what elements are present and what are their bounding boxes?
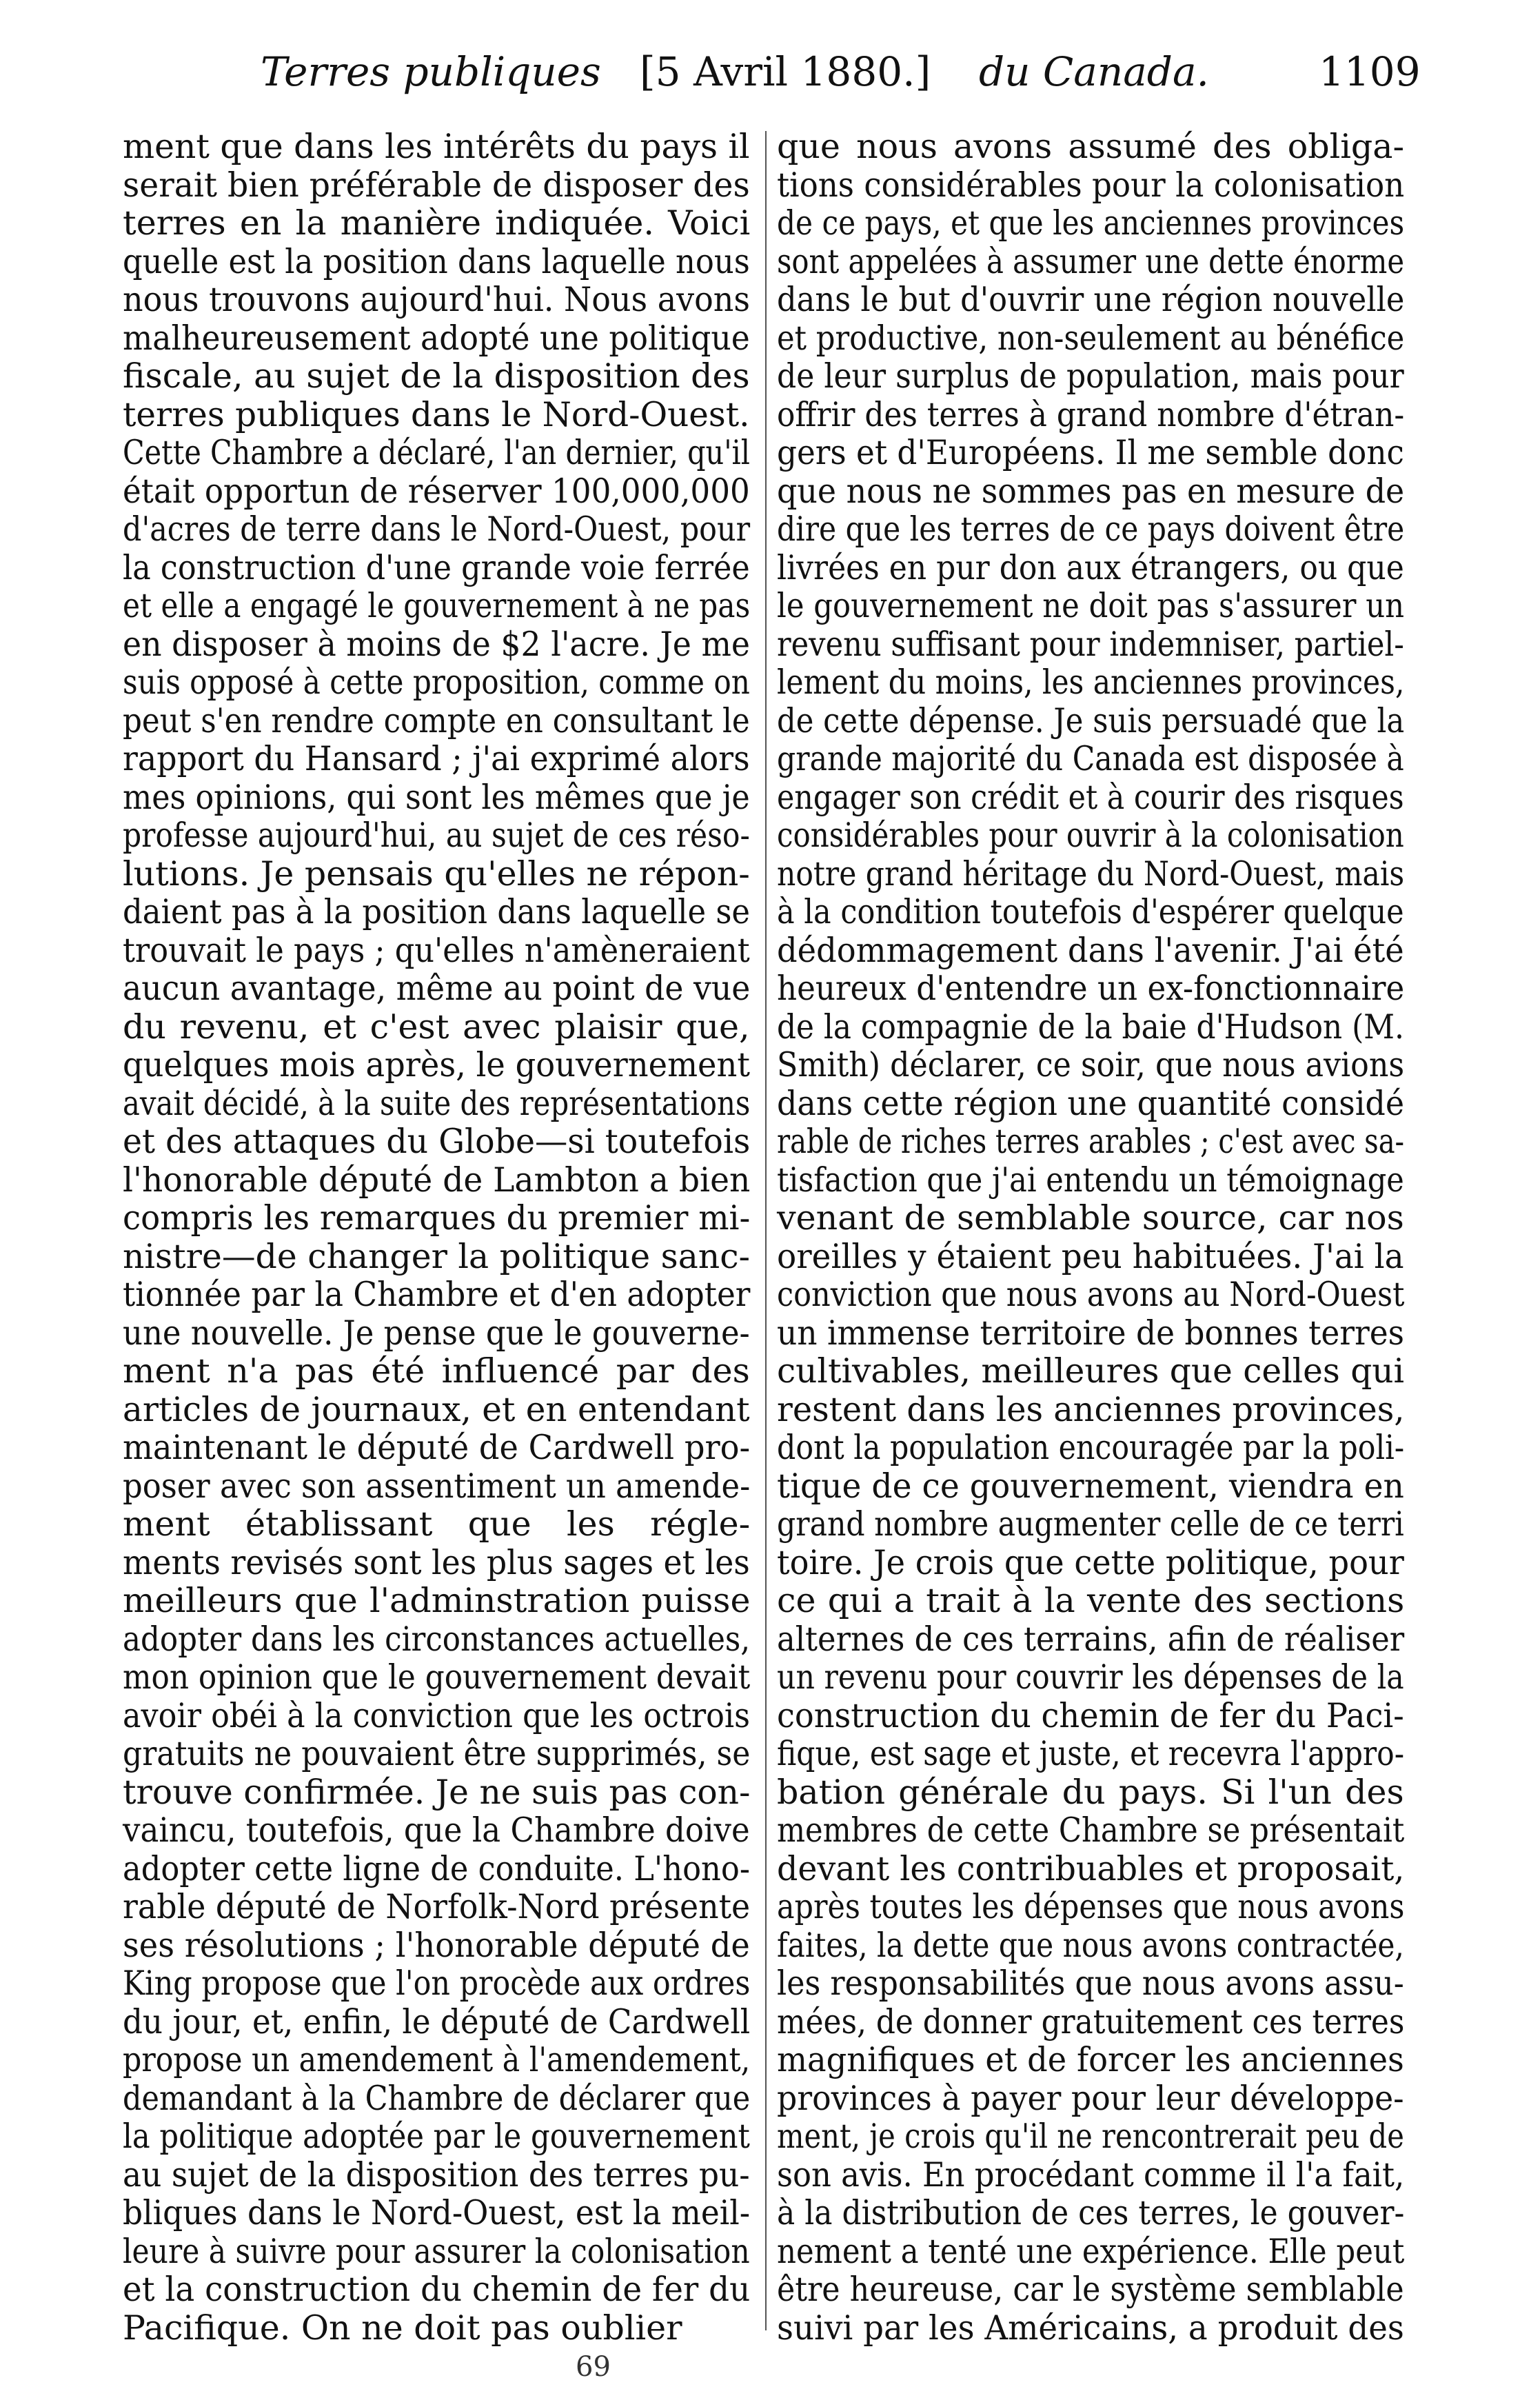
- signature-mark: 69: [576, 2351, 611, 2383]
- text-line: considérables pour ouvrir à la colonisation: [777, 816, 1404, 855]
- text-line: en disposer à moins de $2 l'acre. Je me: [123, 624, 750, 664]
- running-head-right: du Canada.: [979, 48, 1209, 95]
- page-header: [0, 48, 1540, 103]
- text-line: provinces à payer pour leur développe-: [777, 2078, 1404, 2118]
- text-line: mes opinions, qui sont les mêmes que je: [123, 777, 750, 817]
- text-line: mon opinion que le gouvernement devait: [123, 1657, 751, 1697]
- text-line: son avis. En procédant comme il l'a fait,: [777, 2155, 1405, 2195]
- running-head-left: Terres publiques: [261, 48, 601, 95]
- text-line: avoir obéi à la conviction que les octrois: [123, 1695, 750, 1735]
- page-number: 1109: [1319, 48, 1421, 95]
- text-line: du revenu, et c'est avec plaisir que,: [123, 1007, 750, 1047]
- text-line: Cette Chambre a déclaré, l'an dernier, qu'il: [123, 433, 751, 472]
- text-line: dans le but d'ouvrir une région nouvelle: [777, 280, 1405, 319]
- text-line: du jour, et, enfin, le député de Cardwell: [123, 2002, 751, 2042]
- text-line: notre grand héritage du Nord-Ouest, mais: [777, 854, 1405, 894]
- text-line: mées, de donner gratuitement ces terres: [777, 2002, 1405, 2042]
- text-line: être heureuse, car le système semblable: [777, 2270, 1404, 2309]
- text-line: que nous ne sommes pas en mesure de: [777, 471, 1405, 511]
- text-line: que nous avons assumé des obliga-: [777, 127, 1405, 166]
- text-line: tisfaction que j'ai entendu un témoignage: [777, 1160, 1404, 1200]
- text-line: avait décidé, à la suite des représentations: [123, 1083, 751, 1123]
- text-line: ment que dans les intérêts du pays il: [123, 127, 750, 166]
- text-line: ment n'a pas été influencé par des: [123, 1351, 750, 1391]
- text-line: faites, la dette que nous avons contractée,: [777, 1925, 1404, 1965]
- text-line: quelle est la position dans laquelle nous: [123, 241, 750, 281]
- text-line: ment, je crois qu'il ne rencontrerait peu de: [777, 2117, 1404, 2156]
- text-line: adopter dans les circonstances actuelles,: [123, 1619, 751, 1659]
- text-line: offrir des terres à grand nombre d'étran-: [777, 394, 1405, 434]
- text-line: bation générale du pays. Si l'un des: [777, 1772, 1404, 1812]
- text-line: la politique adoptée par le gouvernement: [123, 2117, 750, 2156]
- text-line: l'honorable député de Lambton a bien: [123, 1160, 751, 1200]
- text-line: était opportun de réserver 100,000,000: [123, 471, 750, 511]
- text-line: magnifiques et de forcer les anciennes: [777, 2040, 1404, 2079]
- text-line: ses résolutions ; l'honorable député de: [123, 1925, 750, 1965]
- text-line: alternes de ces terrains, afin de réaliser: [777, 1619, 1405, 1659]
- text-line: dédommagement dans l'avenir. J'ai été: [777, 930, 1404, 970]
- text-line: la construction d'une grande voie ferrée: [123, 547, 750, 587]
- text-line: restent dans les anciennes provinces,: [777, 1389, 1405, 1429]
- text-line: dans cette région une quantité considé: [777, 1083, 1405, 1123]
- text-line: serait bien préférable de disposer des: [123, 165, 750, 205]
- text-line: le gouvernement ne doit pas s'assurer un: [777, 586, 1405, 625]
- text-line: lutions. Je pensais qu'elles ne répon-: [123, 854, 750, 894]
- column-divider: [765, 131, 767, 2330]
- text-line: lement du moins, les anciennes provinces,: [777, 663, 1405, 702]
- text-line: toire. Je crois que cette politique, pour: [777, 1542, 1404, 1582]
- text-line: et elle a engagé le gouvernement à ne pas: [123, 586, 751, 625]
- text-line: daient pas à la position dans laquelle se: [123, 892, 751, 931]
- text-line: grande majorité du Canada est disposée à: [777, 739, 1404, 778]
- text-line: nistre—de changer la politique sanc-: [123, 1236, 751, 1276]
- text-line: King propose que l'on procède aux ordres: [123, 1964, 751, 2003]
- left-text-column: [123, 127, 751, 2348]
- text-line: grand nombre augmenter celle de ce terri: [777, 1504, 1404, 1544]
- text-line: tique de ce gouvernement, viendra en: [777, 1466, 1404, 1506]
- text-line: Smith) déclarer, ce soir, que nous avions: [777, 1045, 1405, 1085]
- text-line: meilleurs que l'adminstration puisse: [123, 1581, 751, 1620]
- text-line: tions considérables pour la colonisation: [777, 165, 1405, 205]
- text-line: membres de cette Chambre se présentait: [777, 1811, 1405, 1850]
- text-line: engager son crédit et à courir des risques: [777, 777, 1404, 817]
- text-line: nement a tenté une expérience. Elle peut: [777, 2231, 1405, 2271]
- text-line: suis opposé à cette proposition, comme on: [123, 663, 750, 702]
- text-line: conviction que nous avons au Nord-Ouest: [777, 1275, 1405, 1314]
- text-line: de la compagnie de la baie d'Hudson (M.: [777, 1007, 1404, 1047]
- text-line: trouve confirmée. Je ne suis pas con-: [123, 1772, 751, 1812]
- text-line: aucun avantage, même au point de vue: [123, 969, 751, 1008]
- text-line: à la condition toutefois d'espérer quelque: [777, 892, 1404, 931]
- text-line: terres en la manière indiquée. Voici: [123, 203, 751, 243]
- text-line: une nouvelle. Je pense que le gouverne-: [123, 1313, 750, 1353]
- text-line: nous trouvons aujourd'hui. Nous avons: [123, 280, 750, 319]
- text-line: à la distribution de ces terres, le gouver-: [777, 2193, 1405, 2232]
- text-line: gratuits ne pouvaient être supprimés, se: [123, 1734, 751, 1773]
- text-line: ment établissant que les régle-: [123, 1504, 751, 1544]
- text-line: et productive, non-seulement au bénéfice: [777, 318, 1405, 358]
- text-line: quelques mois après, le gouvernement: [123, 1045, 750, 1085]
- text-line: dont la population encouragée par la poli-: [777, 1428, 1405, 1467]
- text-line: un revenu pour couvrir les dépenses de la: [777, 1657, 1404, 1697]
- text-line: au sujet de la disposition des terres pu-: [123, 2155, 750, 2195]
- text-line: venant de semblable source, car nos: [777, 1198, 1404, 1238]
- text-line: revenu suffisant pour indemniser, partiel-: [777, 624, 1404, 664]
- text-line: poser avec son assentiment un amende-: [123, 1466, 751, 1506]
- text-line: ments revisés sont les plus sages et les: [123, 1542, 750, 1582]
- text-line: fique, est sage et juste, et recevra l'appro-: [777, 1734, 1405, 1773]
- text-line: heureux d'entendre un ex-fonctionnaire: [777, 969, 1405, 1008]
- text-line: d'acres de terre dans le Nord-Ouest, pour: [123, 510, 751, 549]
- text-line: adopter cette ligne de conduite. L'hono-: [123, 1848, 750, 1888]
- text-line: propose un amendement à l'amendement,: [123, 2040, 751, 2079]
- text-line: de ce pays, et que les anciennes provinces: [777, 203, 1405, 243]
- text-line: dire que les terres de ce pays doivent être: [777, 510, 1405, 549]
- text-line: maintenant le député de Cardwell pro-: [123, 1428, 751, 1467]
- text-line: ce qui a trait à la vente des sections: [777, 1581, 1405, 1620]
- text-line: gers et d'Européens. Il me semble donc: [777, 433, 1404, 472]
- text-line: rapport du Hansard ; j'ai exprimé alors: [123, 739, 750, 778]
- text-line: après toutes les dépenses que nous avons: [777, 1887, 1405, 1926]
- text-line: de cette dépense. Je suis persuadé que la: [777, 700, 1405, 740]
- text-line: de leur surplus de population, mais pour: [777, 356, 1404, 396]
- text-line: sont appelées à assumer une dette énorme: [777, 241, 1405, 281]
- text-line: suivi par les Américains, a produit des: [777, 2308, 1404, 2348]
- right-text-column: [777, 127, 1405, 2348]
- text-line: livrées en pur don aux étrangers, ou que: [777, 547, 1404, 587]
- text-line: vaincu, toutefois, que la Chambre doive: [123, 1811, 750, 1850]
- text-line: professe aujourd'hui, au sujet de ces réso-: [123, 816, 750, 855]
- text-line: et des attaques du Globe—si toutefois: [123, 1122, 751, 1161]
- running-head-date: [5 Avril 1880.]: [640, 48, 931, 95]
- text-line: devant les contribuables et proposait,: [777, 1848, 1405, 1888]
- text-line: rable de riches terres arables ; c'est avec sa-: [777, 1122, 1405, 1161]
- text-line: les responsabilités que nous avons assu-: [777, 1964, 1404, 2003]
- text-line: oreilles y étaient peu habituées. J'ai la: [777, 1236, 1404, 1276]
- text-line: cultivables, meilleures que celles qui: [777, 1351, 1405, 1391]
- text-line: Pacifique. On ne doit pas oublier: [123, 2308, 682, 2348]
- text-line: rable député de Norfolk-Nord présente: [123, 1887, 751, 1926]
- text-line: peut s'en rendre compte en consultant le: [123, 700, 750, 740]
- text-line: trouvait le pays ; qu'elles n'amèneraient: [123, 930, 750, 970]
- text-line: terres publiques dans le Nord-Ouest.: [123, 394, 750, 434]
- text-line: leure à suivre pour assurer la colonisation: [123, 2231, 750, 2271]
- text-line: fiscale, au sujet de la disposition des: [123, 356, 750, 396]
- text-line: demandant à la Chambre de déclarer que: [123, 2078, 751, 2118]
- text-line: un immense territoire de bonnes terres: [777, 1313, 1404, 1353]
- text-line: construction du chemin de fer du Paci-: [777, 1695, 1404, 1735]
- text-line: tionnée par la Chambre et d'en adopter: [123, 1275, 751, 1314]
- text-line: compris les remarques du premier mi-: [123, 1198, 751, 1238]
- text-line: articles de journaux, et en entendant: [123, 1389, 750, 1429]
- text-line: malheureusement adopté une politique: [123, 318, 750, 358]
- text-line: bliques dans le Nord-Ouest, est la meil-: [123, 2193, 751, 2232]
- text-line: et la construction du chemin de fer du: [123, 2270, 751, 2309]
